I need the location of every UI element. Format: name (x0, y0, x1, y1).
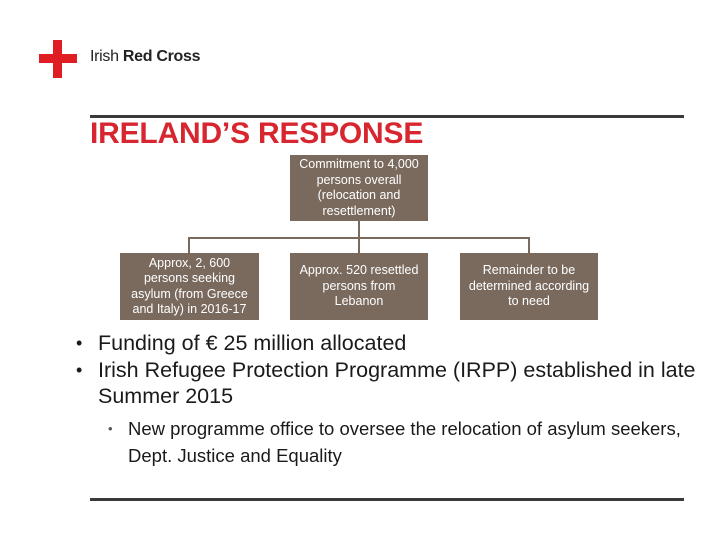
root-line-1: Commitment to 4,000 (299, 157, 419, 171)
child3-line-3: to need (508, 294, 550, 309)
bullet-dot-icon: • (76, 360, 83, 380)
child1-line-1: Approx, 2, 600 (148, 255, 231, 270)
bullet-list (76, 330, 706, 469)
logo-text-prefix: Irish (90, 48, 123, 65)
irish-red-cross-logo (38, 38, 208, 80)
bottom-divider (90, 498, 684, 501)
bullet-text: Irish Refugee Protection Programme (IRPP) established in late Summer 2015 (98, 358, 696, 408)
child3-line-1: Remainder to be (482, 263, 576, 278)
diagram-child-box-remainder (460, 253, 598, 320)
diagram-root-box (290, 155, 428, 221)
red-cross-icon-bar (39, 54, 77, 63)
child2-line-3: Lebanon (334, 294, 384, 309)
child1-line-3: asylum (from Greece (131, 286, 248, 301)
logo-text-bold: Red Cross (122, 48, 201, 65)
sub-bullet-text: New programme office to oversee the relocation of asylum seekers, Dept. Justice and Equality (128, 418, 681, 466)
bullet-item (76, 330, 706, 356)
child1-line-2: persons seeking (143, 271, 235, 285)
root-line-3: (relocation and (317, 188, 401, 202)
bullet-dot-icon: • (76, 333, 83, 353)
child2-line-1: Approx. 520 resettled (299, 263, 419, 278)
child2-line-2: persons from (322, 278, 396, 293)
diagram-child-box-asylum (120, 253, 259, 320)
root-line-4: resettlement) (322, 203, 396, 218)
bullet-item (76, 357, 706, 409)
logo-text (90, 48, 200, 66)
slide-title: IRELAND’S RESPONSE (90, 117, 424, 150)
bullet-text: Funding of € 25 million allocated (98, 331, 407, 355)
root-line-2: persons overall (316, 172, 402, 187)
child1-line-4: and Italy) in 2016-17 (132, 302, 247, 316)
sub-bullet-dot-icon: • (108, 421, 113, 436)
child3-line-2: determined according (468, 278, 590, 293)
sub-bullet-item (76, 415, 706, 469)
diagram-child-box-lebanon (290, 253, 428, 320)
